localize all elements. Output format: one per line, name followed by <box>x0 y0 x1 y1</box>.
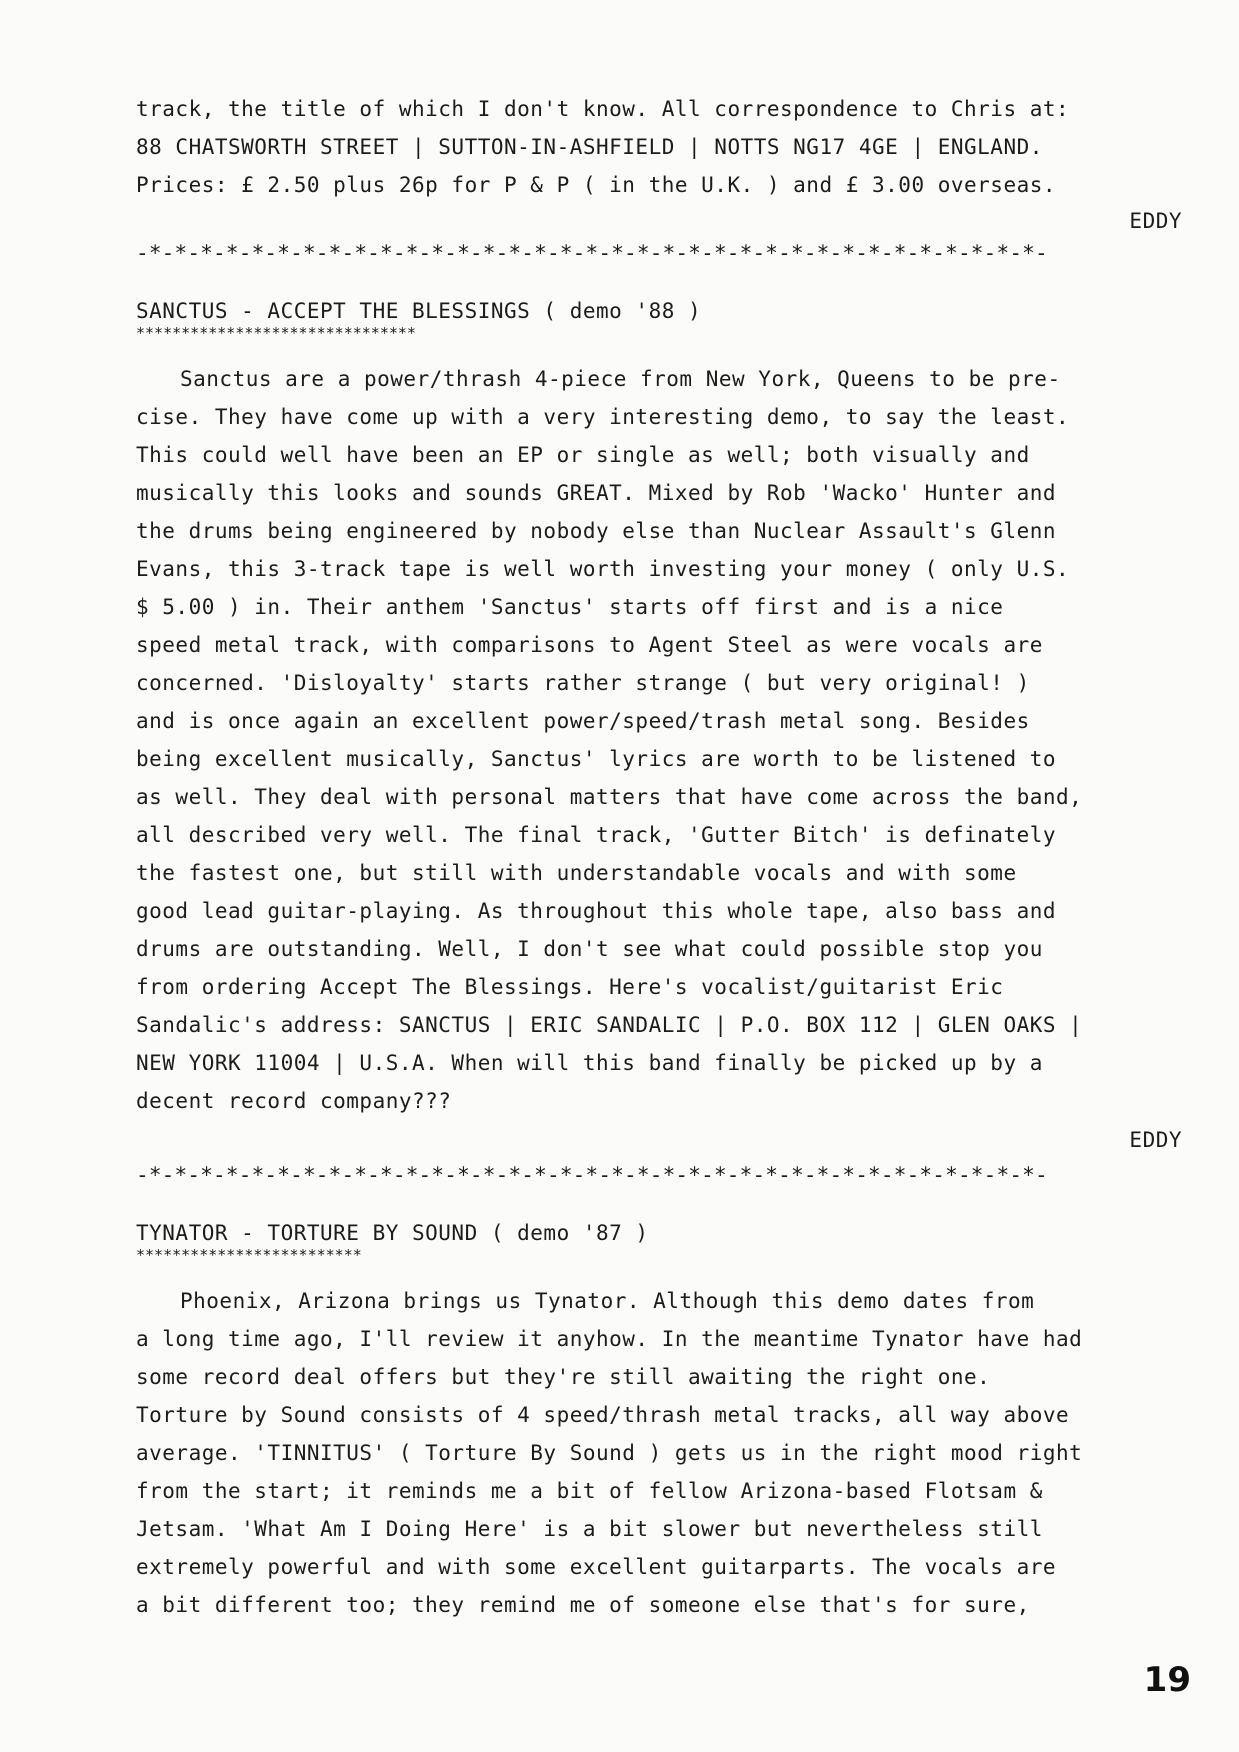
text-line: 88 CHATSWORTH STREET | SUTTON-IN-ASHFIELD | NOTTS NG17 4GE | ENGLAND. <box>136 135 1043 159</box>
text-line: cise. They have come up with a very interesting demo, to say the least. <box>136 405 1070 429</box>
text-line: musically this looks and sounds GREAT. Mixed by Rob 'Wacko' Hunter and <box>136 481 1057 505</box>
text-line: Phoenix, Arizona brings us Tynator. Although this demo dates from <box>180 1289 1035 1313</box>
page-number: 19 <box>1143 1660 1191 1700</box>
text-line: extremely powerful and with some excellent guitarparts. The vocals are <box>136 1555 1057 1579</box>
review-title: TYNATOR - TORTURE BY SOUND ( demo '87 ) <box>136 1221 649 1245</box>
text-line: NEW YORK 11004 | U.S.A. When will this band finally be picked up by a <box>136 1051 1043 1075</box>
text-line: Jetsam. 'What Am I Doing Here' is a bit slower but nevertheless still <box>136 1517 1043 1541</box>
title-underline: ************************* <box>136 1248 362 1264</box>
text-line: This could well have been an EP or single as well; both visually and <box>136 443 1030 467</box>
review-title: SANCTUS - ACCEPT THE BLESSINGS ( demo '88 ) <box>136 299 702 323</box>
text-line: the drums being engineered by nobody else than Nuclear Assault's Glenn <box>136 519 1057 543</box>
text-line: all described very well. The final track, 'Gutter Bitch' is definately <box>136 823 1057 847</box>
text-line: decent record company??? <box>136 1089 452 1113</box>
title-underline: ******************************* <box>136 326 416 342</box>
text-line: some record deal offers but they're still awaiting the right one. <box>136 1365 991 1389</box>
signature: EDDY <box>1129 1128 1182 1152</box>
text-line: as well. They deal with personal matters that have come across the band, <box>136 785 1083 809</box>
text-line: a bit different too; they remind me of someone else that's for sure, <box>136 1593 1030 1617</box>
text-line: concerned. 'Disloyalty' starts rather strange ( but very original! ) <box>136 671 1030 695</box>
section-separator: -*-*-*-*-*-*-*-*-*-*-*-*-*-*-*-*-*-*-*-*-*-*-*-*-*-*-*-*-*-*-*-*-*-*-*- <box>136 241 1048 265</box>
text-line: $ 5.00 ) in. Their anthem 'Sanctus' starts off first and is a nice <box>136 595 1004 619</box>
text-line: Torture by Sound consists of 4 speed/thrash metal tracks, all way above <box>136 1403 1070 1427</box>
text-line: Evans, this 3-track tape is well worth investing your money ( only U.S. <box>136 557 1070 581</box>
text-line: track, the title of which I don't know. All correspondence to Chris at: <box>136 97 1070 121</box>
text-line: the fastest one, but still with understandable vocals and with some <box>136 861 1017 885</box>
text-line: from ordering Accept The Blessings. Here's vocalist/guitarist Eric <box>136 975 1004 999</box>
signature: EDDY <box>1129 209 1182 233</box>
text-line: Prices: £ 2.50 plus 26p for P & P ( in the U.K. ) and £ 3.00 overseas. <box>136 173 1057 197</box>
text-line: Sandalic's address: SANCTUS | ERIC SANDALIC | P.O. BOX 112 | GLEN OAKS | <box>136 1013 1083 1037</box>
text-line: average. 'TINNITUS' ( Torture By Sound ) gets us in the right mood right <box>136 1441 1083 1465</box>
text-line: good lead guitar-playing. As throughout this whole tape, also bass and <box>136 899 1057 923</box>
text-line: drums are outstanding. Well, I don't see what could possible stop you <box>136 937 1043 961</box>
text-line: from the start; it reminds me a bit of fellow Arizona-based Flotsam & <box>136 1479 1043 1503</box>
text-line: Sanctus are a power/thrash 4-piece from New York, Queens to be pre- <box>180 367 1061 391</box>
text-line: a long time ago, I'll review it anyhow. In the meantime Tynator have had <box>136 1327 1083 1351</box>
section-separator: -*-*-*-*-*-*-*-*-*-*-*-*-*-*-*-*-*-*-*-*-*-*-*-*-*-*-*-*-*-*-*-*-*-*-*- <box>136 1163 1048 1187</box>
text-column <box>136 90 1186 1624</box>
text-line: and is once again an excellent power/speed/trash metal song. Besides <box>136 709 1030 733</box>
text-line: speed metal track, with comparisons to Agent Steel as were vocals are <box>136 633 1043 657</box>
text-line: being excellent musically, Sanctus' lyrics are worth to be listened to <box>136 747 1057 771</box>
